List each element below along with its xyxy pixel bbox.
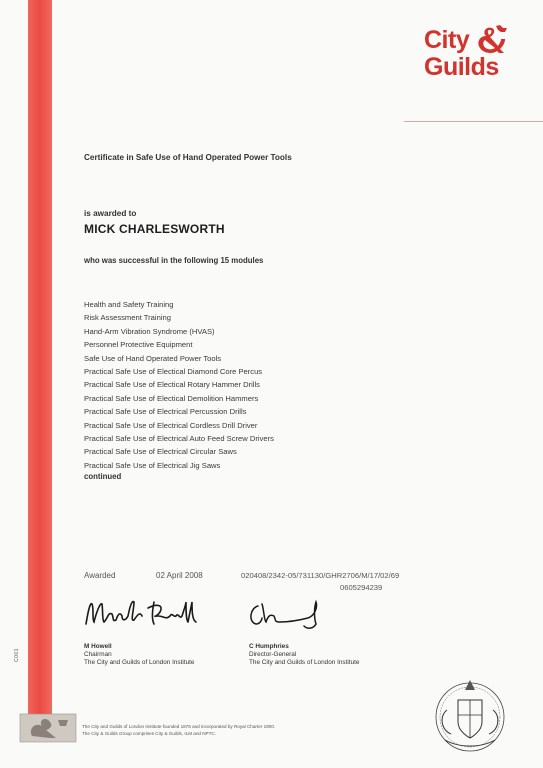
red-side-stripe: [28, 0, 52, 716]
footer-line-2: The City & Guilds Group comprises City & Guilds, ILM and NPTC.: [82, 731, 217, 736]
recipient-name: MICK CHARLESWORTH: [84, 222, 225, 236]
certificate-code: 020408/2342-05/731130/GHR2706/M/17/02/69: [241, 571, 400, 580]
module-item: Practical Safe Use of Electrical Cordless Drill Driver: [84, 420, 258, 430]
logo-word-city: City: [424, 26, 470, 54]
module-item: Practical Safe Use of Electrical Circular Saws: [84, 447, 237, 457]
certificate-title: Certificate in Safe Use of Hand Operated Power Tools: [84, 153, 292, 162]
module-list: [84, 298, 274, 472]
continued-label: continued: [84, 472, 122, 481]
module-item: Health and Safety Training: [84, 300, 174, 309]
module-item: Practical Safe Use of Electical Rotary Hammer Drills: [84, 380, 260, 390]
module-item: Practical Safe Use of Electrical Jig Saws: [84, 460, 221, 470]
header-rule: [404, 121, 543, 122]
signatory-chairman: [84, 643, 194, 668]
footer-text: [82, 723, 275, 737]
module-item: Personnel Protective Equipment: [84, 340, 193, 350]
footer-crest-icon: [18, 712, 78, 744]
ampersand-lion-icon: [474, 24, 508, 54]
module-item: Practical Safe Use of Electrical Auto Feed Screw Drivers: [84, 433, 274, 443]
signatory-org: The City and Guilds of London Institute: [84, 659, 195, 667]
module-item: Practical Safe Use of Electrical Percussion Drills: [84, 407, 247, 417]
signatory-director-general: [249, 643, 359, 668]
signature-director-general: [244, 594, 334, 634]
module-item: Practical Safe Use of Electical Demolition Hammers: [84, 393, 259, 403]
stripe-code: C001: [14, 648, 20, 662]
module-item: Risk Assessment Training: [84, 313, 171, 323]
signature-chairman: [82, 594, 212, 634]
module-item: Hand-Arm Vibration Syndrome (HVAS): [84, 326, 215, 336]
success-line: who was successful in the following 15 modules: [84, 256, 264, 265]
logo-word-guilds: Guilds: [424, 53, 499, 81]
signatory-name: M Howell: [84, 643, 112, 650]
signatory-name: C Humphries: [249, 643, 289, 650]
awarded-label: Awarded: [84, 571, 116, 580]
signatory-org: The City and Guilds of London Institute: [249, 659, 360, 667]
footer-line-1: The City and Guilds of London Institute founded 1878 and incorporated by Royal Charter 1900.: [82, 724, 276, 729]
award-date: 02 April 2008: [156, 571, 203, 580]
signatory-title: Chairman: [84, 651, 112, 659]
module-item: Safe Use of Hand Operated Power Tools: [84, 353, 222, 363]
city-and-guilds-logo: [424, 26, 519, 82]
coat-of-arms-seal: [425, 670, 515, 760]
signatory-title: Director-General: [249, 651, 297, 659]
module-item: Practical Safe Use of Electical Diamond Core Percus: [84, 366, 263, 376]
awarded-to-label: is awarded to: [84, 209, 137, 218]
certificate-number: 0605294239: [340, 583, 383, 592]
